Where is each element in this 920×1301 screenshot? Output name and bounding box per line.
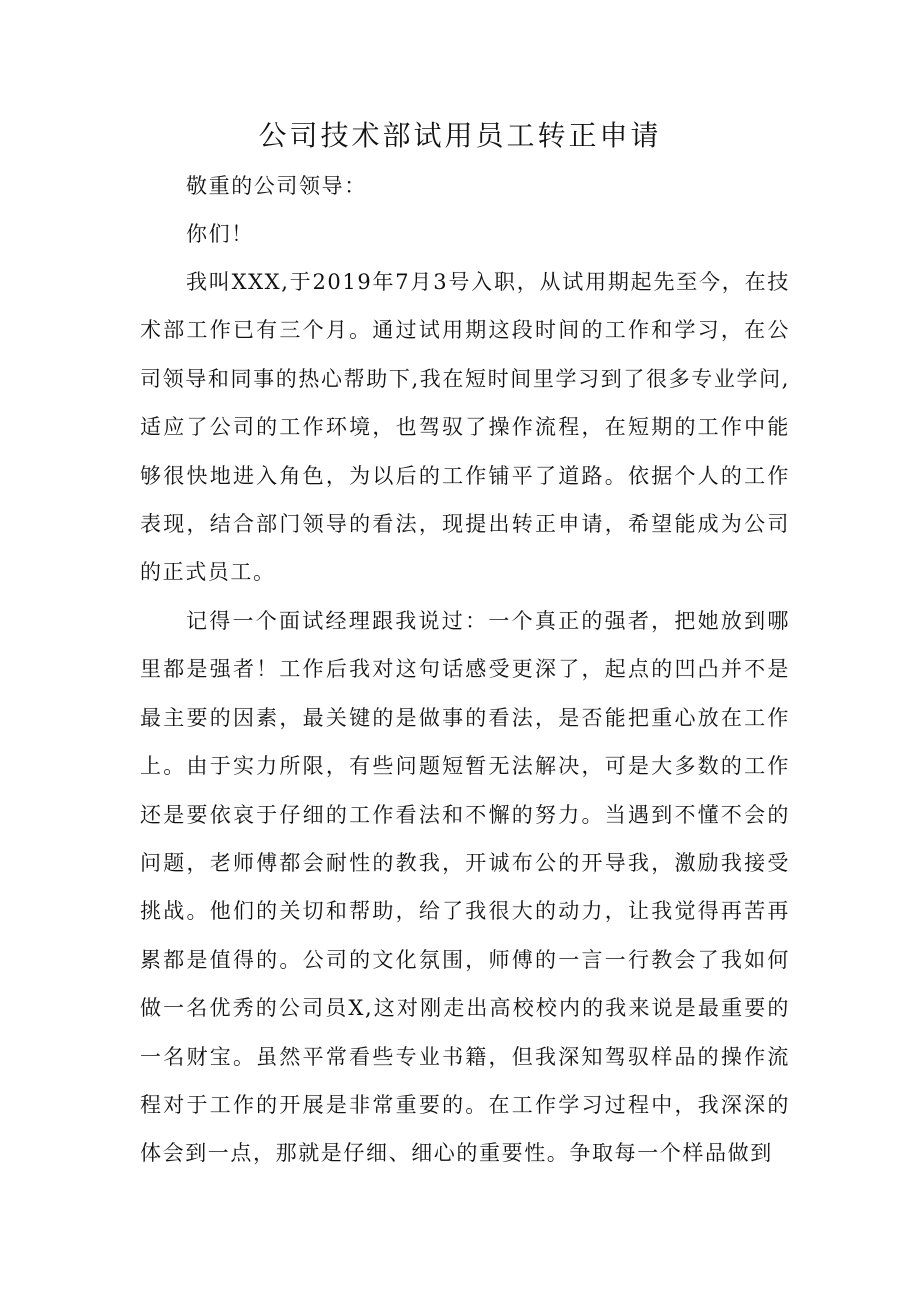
- greeting: 你们！: [186, 222, 254, 246]
- body-paragraph: 记得一个面试经理跟我说过：一个真正的强者，把她放到哪里都是强者！工作后我对这句话感受更深了，起点的凹凸并不是最主要的因素，最关键的是做事的看法，是否能把重心放在工作上。由于实力所限，有些问题短暂无法解决，可是大多数的工作还是要依哀于仔细的工作看法和不懈的努力。当遇到不懂不会的问题，老师傅都会耐性的教我，开诚布公的开导我，激励我接受挑战。他们的关切和帮助，给了我很大的动力，让我觉得再苦再累都是值得的。公司的文化氛围，师傅的一言一行教会了我如何做一名优秀的公司员X,这对刚走出高校校内的我来说是最重要的一名财宝。虽然平常看些专业书籍，但我深知驾驭样品的操作流程对于工作的开展是非常重要的。在工作学习过程中，我深深的体会到一点，那就是仔细、细心的重要性。争取每一个样品做到: [140, 609, 790, 1166]
- document-title: 公司技术部试用员工转正申请: [258, 119, 662, 152]
- body-paragraph: 我叫XXX,于2019年7月3号入职，从试用期起先至今，在技术部工作已有三个月。通过试用期这段时间的工作和学习，在公司领导和同事的热心帮助下,我在短时间里学习到了很多专业学问,适应了公司的工作环境，也驾驭了操作流程，在短期的工作中能够很快地进入角色，为以后的工作铺平了道路。依据个人的工作表现，结合部门领导的看法，现提出转正申请，希望能成为公司的正式员工。: [140, 270, 790, 585]
- salutation: 敬重的公司领导：: [186, 174, 367, 198]
